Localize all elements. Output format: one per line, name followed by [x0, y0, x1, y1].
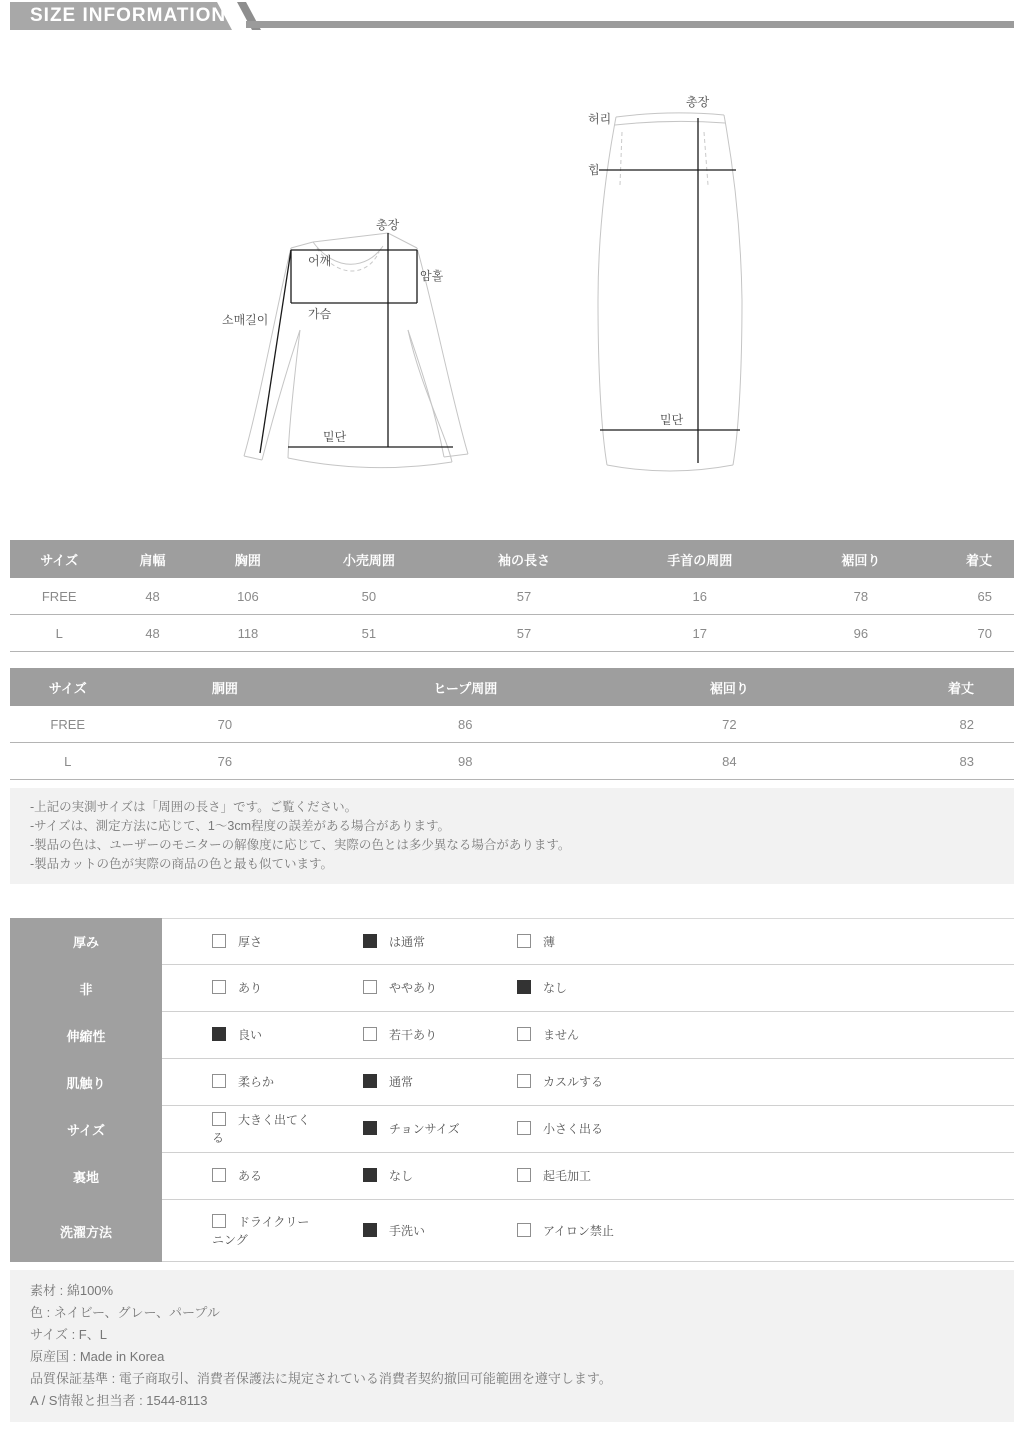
- table-row: [10, 706, 1014, 743]
- skirt-diagram: [560, 90, 780, 490]
- skirt-size-table: [10, 668, 1014, 780]
- feature-options: [162, 1059, 1014, 1106]
- feature-option: [212, 1073, 363, 1091]
- origin-info: 原産国 : Made in Korea: [30, 1349, 165, 1364]
- feature-option: [212, 1026, 363, 1044]
- feature-label: 伸縮性: [10, 1012, 162, 1059]
- feature-options: [162, 1200, 1014, 1262]
- column-header: 着丈: [965, 552, 992, 568]
- shoulder-seam-left: [291, 242, 313, 248]
- checkbox[interactable]: [517, 1027, 531, 1041]
- left-sleeve-inner: [262, 330, 300, 460]
- feature-row: [10, 1012, 1014, 1059]
- column-header: サイズ: [40, 552, 79, 568]
- feature-option: [212, 1213, 363, 1249]
- checkbox[interactable]: [363, 1121, 377, 1135]
- feature-option: [517, 933, 621, 951]
- option-label: チョンサイズ: [389, 1122, 460, 1136]
- dart-left: [620, 132, 622, 185]
- left-cuff: [244, 456, 262, 460]
- option-label: ません: [543, 1028, 580, 1042]
- measure-label-shoulder: 어깨: [308, 254, 332, 268]
- sleeve-length-line: [260, 250, 291, 453]
- waistband-line: [615, 121, 725, 125]
- size-cell: 98: [458, 753, 473, 769]
- option-label: アイロン禁止: [543, 1223, 614, 1238]
- note-line: -製品の色は、ユーザーのモニターの解像度に応じて、実際の色とは多少異なる場合があります。: [30, 838, 571, 852]
- feature-option: [363, 1073, 517, 1091]
- option-label: ドライクリーニング: [212, 1214, 310, 1247]
- checkbox[interactable]: [517, 1121, 531, 1135]
- option-label: なし: [389, 1169, 414, 1183]
- feature-options: [162, 1012, 1014, 1059]
- note-line: -上記の実測サイズは「周囲の長さ」です。ご覧ください。: [30, 800, 358, 814]
- checkbox[interactable]: [212, 1112, 226, 1126]
- measure-label-hip: 힙: [588, 163, 600, 177]
- size-cell: 50: [361, 588, 377, 604]
- size-cell: 70: [977, 625, 992, 641]
- option-label: ある: [238, 1169, 263, 1183]
- checkbox[interactable]: [363, 1074, 377, 1088]
- size-cell: 51: [361, 625, 377, 641]
- option-label: 小さく出る: [543, 1122, 604, 1136]
- checkbox[interactable]: [212, 1074, 226, 1088]
- column-header: 胸囲: [234, 552, 261, 568]
- column-header: 胴囲: [211, 680, 238, 696]
- checkbox[interactable]: [212, 1214, 226, 1228]
- feature-option: [517, 979, 621, 997]
- feature-option: [517, 1222, 621, 1240]
- feature-option: [363, 979, 517, 997]
- page-title: SIZE INFORMATION: [30, 5, 227, 26]
- product-info-block: [10, 1270, 1014, 1422]
- feature-option: [363, 1026, 517, 1044]
- column-header: 裾回り: [841, 552, 881, 568]
- collar-back: [313, 233, 417, 248]
- size-cell: FREE: [41, 588, 77, 604]
- feature-option: [363, 1120, 517, 1138]
- feature-label: 厚み: [10, 918, 162, 965]
- checkbox[interactable]: [212, 1027, 226, 1041]
- left-sleeve-outer: [244, 248, 291, 456]
- feature-options: [162, 918, 1014, 965]
- size-cell: 57: [516, 625, 532, 641]
- table-row: [10, 615, 1014, 652]
- measure-label-hem: 밑단: [323, 430, 347, 444]
- size-cell: 17: [692, 625, 707, 641]
- column-header: 袖の長さ: [498, 552, 551, 568]
- waist-top: [616, 113, 724, 117]
- size-cell: 78: [853, 588, 869, 604]
- feature-label: 肌触り: [10, 1059, 162, 1106]
- measure-label-sleeve: 소매길이: [222, 313, 269, 327]
- size-cell: FREE: [50, 716, 86, 732]
- checkbox[interactable]: [363, 1168, 377, 1182]
- note-line: -サイズは、測定方法に応じて、1〜3cm程度の誤差がある場合があります。: [30, 819, 450, 833]
- size-cell: 57: [516, 588, 532, 604]
- checkbox[interactable]: [363, 1223, 377, 1237]
- feature-label: 洗濯方法: [10, 1200, 162, 1262]
- top-garment-diagram: [220, 200, 480, 480]
- feature-matrix: [10, 918, 1014, 1262]
- top-size-table: [10, 540, 1014, 652]
- right-cuff: [444, 454, 468, 457]
- feature-row: [10, 1153, 1014, 1200]
- option-label: 良い: [238, 1028, 263, 1042]
- feature-row: [10, 1106, 1014, 1153]
- measure-label-skirt-hem: 밑단: [660, 413, 684, 427]
- checkbox[interactable]: [212, 934, 226, 948]
- feature-option: [517, 1120, 621, 1138]
- feature-option: [517, 1167, 621, 1185]
- column-header: ヒープ周囲: [433, 680, 498, 696]
- option-label: あり: [238, 981, 263, 995]
- table-header-row: [10, 540, 1014, 578]
- size-cell: L: [55, 625, 63, 641]
- column-header: 裾回り: [709, 680, 749, 696]
- column-header: サイズ: [48, 680, 87, 696]
- feature-row: [10, 1059, 1014, 1106]
- dart-right: [704, 132, 708, 185]
- feature-option: [363, 1167, 517, 1185]
- feature-row: [10, 965, 1014, 1012]
- right-sleeve-inner: [408, 330, 444, 457]
- feature-options: [162, 1153, 1014, 1200]
- checkbox[interactable]: [517, 980, 531, 994]
- size-info: サイズ : F、L: [30, 1327, 107, 1342]
- option-label: 若干あり: [389, 1028, 438, 1042]
- feature-label: サイズ: [10, 1106, 162, 1153]
- measure-label-armhole: 암홀: [420, 269, 444, 283]
- feature-option: [212, 1111, 363, 1147]
- option-label: 薄: [543, 934, 556, 949]
- size-cell: 65: [977, 588, 992, 604]
- checkbox[interactable]: [212, 1168, 226, 1182]
- option-label: 柔らか: [238, 1075, 275, 1089]
- measure-label-waist: 허리: [588, 112, 612, 126]
- note-line: -製品カットの色が実際の商品の色と最も似ています。: [30, 857, 334, 871]
- size-cell: 70: [217, 716, 233, 732]
- checkbox[interactable]: [517, 934, 531, 948]
- color-info: 色 : ネイビー、グレー、パープル: [30, 1305, 220, 1320]
- checkbox[interactable]: [363, 934, 377, 948]
- material-info: 素材 : 綿100%: [30, 1283, 114, 1298]
- checkbox[interactable]: [212, 980, 226, 994]
- column-header: 肩幅: [139, 552, 166, 568]
- feature-option: [363, 933, 517, 951]
- quality-info: 品質保証基準 : 電子商取引、消費者保護法に規定されている消費者契約撤回可能範囲を遵守します。: [30, 1371, 612, 1386]
- size-cell: 72: [722, 716, 737, 732]
- table-row: [10, 578, 1014, 615]
- option-label: 手洗い: [389, 1223, 426, 1238]
- measure-label-total: 총장: [376, 218, 400, 232]
- checkbox[interactable]: [517, 1223, 531, 1237]
- size-cell: 96: [853, 625, 869, 641]
- size-cell: 83: [959, 753, 974, 769]
- bottom-hem-curve: [288, 458, 452, 468]
- option-label: カスルする: [543, 1075, 604, 1089]
- size-cell: L: [64, 753, 72, 769]
- skirt-bottom-curve: [607, 465, 733, 471]
- checkbox[interactable]: [517, 1168, 531, 1182]
- option-label: 大きく出てくる: [212, 1113, 311, 1145]
- checkbox[interactable]: [517, 1074, 531, 1088]
- size-cell: 84: [722, 753, 737, 769]
- feature-options: [162, 965, 1014, 1012]
- measure-label-chest: 가슴: [308, 307, 332, 321]
- feature-option: [212, 979, 363, 997]
- feature-options: [162, 1106, 1014, 1153]
- feature-option: [363, 1222, 517, 1240]
- feature-row: [10, 1200, 1014, 1262]
- size-cell: 106: [237, 588, 259, 604]
- size-cell: 86: [458, 716, 473, 732]
- option-label: 通常: [389, 1075, 414, 1089]
- feature-option: [517, 1073, 621, 1091]
- size-cell: 48: [145, 625, 160, 641]
- skirt-right-edge: [724, 115, 742, 465]
- feature-option: [517, 1026, 621, 1044]
- feature-option: [212, 933, 363, 951]
- option-label: 厚さ: [238, 934, 263, 949]
- feature-row: [10, 918, 1014, 965]
- table-row: [10, 743, 1014, 780]
- as-contact-info: A / S情報と担当者 : 1544-8113: [30, 1393, 208, 1408]
- option-label: 起毛加工: [543, 1169, 592, 1183]
- header-rule: [246, 21, 1014, 28]
- option-label: は通常: [389, 934, 426, 949]
- option-label: なし: [543, 981, 568, 995]
- size-cell: 48: [145, 588, 160, 604]
- table-header-row: [10, 668, 1014, 706]
- checkbox[interactable]: [363, 980, 377, 994]
- skirt-left-edge: [598, 117, 616, 465]
- feature-option: [212, 1167, 363, 1185]
- size-cell: 82: [959, 716, 974, 732]
- size-cell: 76: [217, 753, 233, 769]
- column-header: 小売周囲: [342, 552, 395, 568]
- size-cell: 16: [692, 588, 707, 604]
- column-header: 手首の周囲: [667, 552, 733, 568]
- option-label: ややあり: [389, 981, 438, 995]
- measure-label-skirt-total: 총장: [686, 95, 710, 109]
- feature-label: 裏地: [10, 1153, 162, 1200]
- checkbox[interactable]: [363, 1027, 377, 1041]
- size-cell: 118: [237, 625, 259, 641]
- feature-label: 非: [10, 965, 162, 1012]
- notes-block: [10, 788, 1014, 884]
- column-header: 着丈: [947, 680, 974, 696]
